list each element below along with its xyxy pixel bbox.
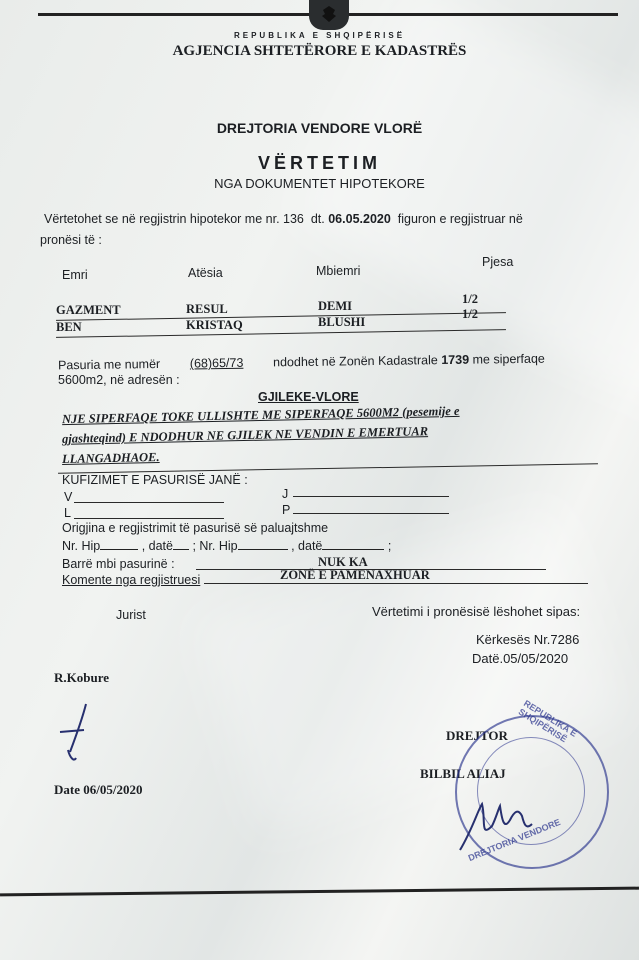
date-label: , datë [141, 539, 173, 553]
property-line [58, 352, 545, 373]
description-line: LLANGADHAOE. [61, 449, 160, 467]
boundary-j: J [282, 487, 289, 501]
boundary-v-blank [74, 502, 224, 503]
origin-end: ; [387, 539, 392, 553]
comments-value: ZONË E PAMENAXHUAR [280, 568, 430, 582]
register-number: 136 [283, 212, 304, 226]
zone-label: ndodhet në Zonën Kadastrale [272, 353, 438, 370]
origin-title: Origjina e regjistrimit të pasurisë së paluajtshme [62, 521, 329, 535]
boundary-v: V [64, 490, 73, 504]
jurist-signature-icon [56, 700, 101, 770]
header-atesia: Atësia [188, 266, 223, 280]
document-date: Date 06/05/2020 [54, 782, 143, 797]
boundary-j-blank [293, 496, 449, 497]
owner-1-emri: GAZMENT [56, 303, 121, 317]
header-mbiemri: Mbiemri [316, 264, 361, 278]
comments-label: Komente nga regjistruesi [62, 573, 201, 587]
owner-2-emri: BEN [56, 320, 82, 334]
office-name: DREJTORIA VENDORE VLORË [216, 120, 423, 136]
request-date: Datë.05/05/2020 [472, 651, 569, 666]
row-rule [56, 329, 506, 338]
owner-2-atesia: KRISTAQ [186, 318, 243, 332]
intro-text-end: figuron e regjistruar në [397, 212, 523, 226]
jurist-label: Jurist [116, 608, 146, 622]
coat-of-arms-emblem [309, 0, 349, 30]
row-rule [56, 312, 506, 321]
request-number: Kërkesës Nr.7286 [476, 632, 580, 647]
jurist-name: R.Kobure [54, 670, 110, 685]
register-date: 06.05.2020 [328, 212, 391, 226]
boundary-p: P [282, 503, 291, 517]
comments-rule [204, 583, 588, 584]
boundary-l-blank [74, 518, 224, 519]
area-label: me siperfaqe [472, 351, 545, 367]
footer-rule [0, 887, 639, 897]
director-title: DREJTOR [446, 728, 508, 743]
glare [294, 0, 639, 413]
document-title: VËRTETIM [257, 153, 381, 173]
owner-1-pjesa: 1/2 [462, 292, 478, 306]
intro-owner-label: pronësi të : [40, 233, 102, 247]
description-line: gjashteqind) E NDODHUR NE GJILEK NE VENDIN E EMERTUAR [61, 424, 429, 446]
issued-text: Vërtetimi i pronësisë lëshohet sipas: [372, 604, 581, 619]
burden-label: Barrë mbi pasurinë : [62, 557, 175, 571]
date-blank [173, 549, 189, 550]
date-blank-2 [322, 549, 384, 550]
nr-hip-label: Nr. Hip [62, 539, 101, 553]
boundary-p-blank [293, 513, 449, 514]
nr-hip-blank [100, 549, 138, 550]
director-name: BILBIL ALIAJ [420, 766, 506, 781]
description-line: NJE SIPERFAQE TOKE ULLISHTE ME SIPERFAQE 5600M2 (pesemije e [61, 403, 460, 427]
date-label-2: , datë [291, 539, 323, 553]
intro-text: Vërtetohet se në regjistrin hipotekor me nr. [44, 212, 280, 226]
owner-1-mbiemri: DEMI [318, 299, 353, 313]
property-number: (68)65/73 [189, 355, 244, 371]
boundaries-title: KUFIZIMET E PASURISË JANË : [62, 473, 248, 487]
director-signature-icon [452, 790, 542, 860]
area-line: 5600m2, në adresën : [58, 373, 180, 387]
burden-value: NUK KA [318, 555, 368, 569]
intro-date-label: dt. [310, 212, 325, 226]
nr-hip-label-2: ; Nr. Hip [192, 539, 238, 553]
property-label: Pasuria me numër [57, 356, 161, 373]
owner-2-mbiemri: BLUSHI [318, 315, 366, 329]
boundary-l: L [64, 506, 71, 520]
header-pjesa: Pjesa [482, 255, 514, 269]
origin-line [62, 539, 391, 553]
stamp-bottom-text: DREJTORIA VENDORE [466, 816, 562, 864]
document-subtitle: NGA DOKUMENTET HIPOTEKORE [214, 176, 425, 191]
address-value: GJILEKE-VLORE [258, 390, 359, 404]
owner-1-atesia: RESUL [186, 302, 228, 316]
nr-hip-blank-2 [238, 549, 288, 550]
cadastral-zone: 1739 [441, 352, 470, 368]
stamp-top-text: REPUBLIKA E SHQIPËRISË [516, 698, 579, 745]
owner-2-pjesa: 1/2 [462, 307, 478, 321]
header-emri: Emri [62, 268, 88, 282]
republic-label: REPUBLIKA E SHQIPËRISË [233, 31, 406, 40]
agency-name: AGJENCIA SHTETËRORE E KADASTRËS [172, 43, 467, 59]
intro-line [44, 212, 523, 226]
